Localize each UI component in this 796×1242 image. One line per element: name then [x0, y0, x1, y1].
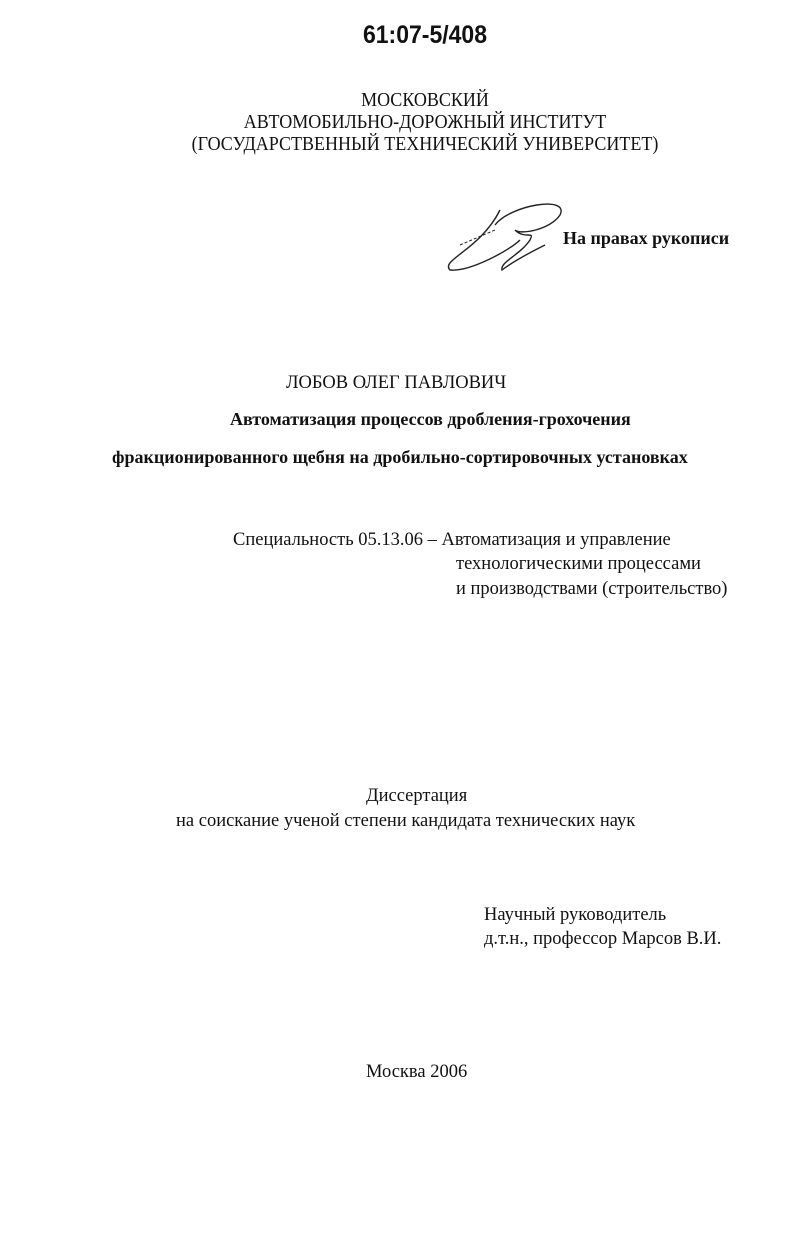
institution-line-2: АВТОМОБИЛЬНО-ДОРОЖНЫЙ ИНСТИТУТ — [243, 111, 607, 133]
city-year: Москва 2006 — [366, 1062, 468, 1082]
signature — [440, 200, 570, 275]
institution-line-1: МОСКОВСКИЙ — [361, 89, 489, 111]
specialty-line-2: технологическими процессами — [456, 554, 701, 574]
title-line-1: Автоматизация процессов дробления-грохочения — [230, 409, 631, 429]
title-line-2: фракционированного щебня на дробильно-сортировочных установках — [112, 447, 688, 467]
degree-text: на соискание ученой степени кандидата технических наук — [176, 811, 636, 831]
manuscript-note: На правах рукописи — [563, 228, 730, 248]
specialty-line-3: и производствами (строительство) — [456, 579, 728, 599]
specialty-line-1: Специальность 05.13.06 – Автоматизация и управление — [233, 530, 671, 550]
supervisor-name: д.т.н., профессор Марсов В.И. — [484, 929, 722, 949]
supervisor-label: Научный руководитель — [484, 905, 667, 925]
institution-line-3: (ГОСУДАРСТВЕННЫЙ ТЕХНИЧЕСКИЙ УНИВЕРСИТЕТ) — [191, 133, 659, 155]
author-name: ЛОБОВ ОЛЕГ ПАВЛОВИЧ — [286, 373, 507, 393]
dissertation-label: Диссертация — [366, 786, 468, 806]
document-code: 61:07-5/408 — [362, 21, 488, 49]
